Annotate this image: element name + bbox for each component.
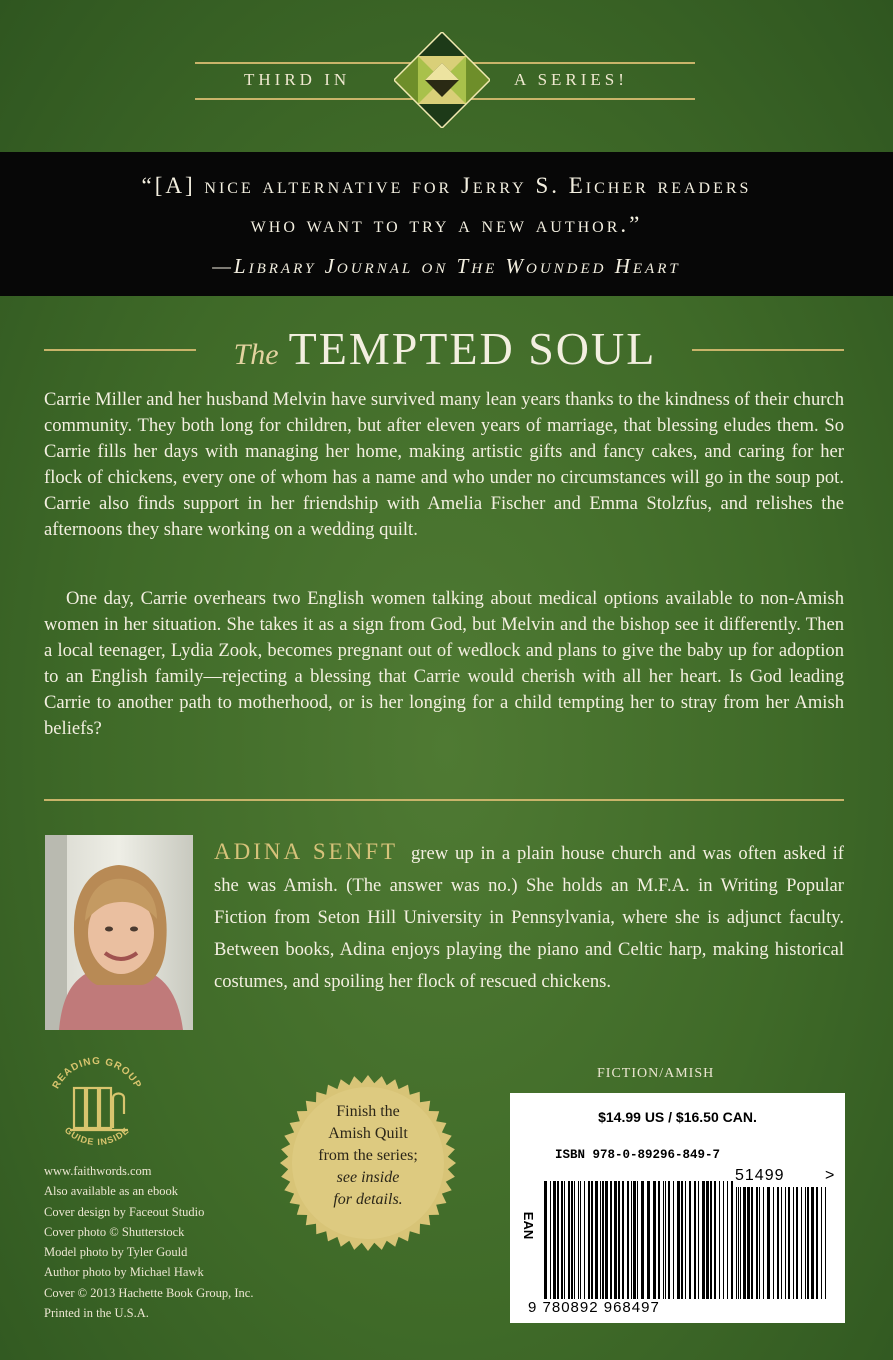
barcode-bar	[727, 1181, 728, 1299]
barcode-bar	[714, 1181, 716, 1299]
barcode-bar	[781, 1187, 782, 1299]
barcode-bar	[821, 1187, 822, 1299]
barcode-bar	[665, 1181, 666, 1299]
reading-group-bottom-text: GUIDE INSIDE	[62, 1125, 132, 1148]
barcode-bar	[785, 1187, 786, 1299]
barcode-bar	[685, 1181, 686, 1299]
barcode-bar	[681, 1181, 683, 1299]
barcode-bar	[553, 1181, 556, 1299]
barcode-addon-number: 51499	[735, 1167, 785, 1184]
barcode-bar	[622, 1181, 624, 1299]
barcode-bar	[673, 1181, 674, 1299]
barcode-bar	[811, 1187, 814, 1299]
barcode-bar	[706, 1181, 709, 1299]
barcode-bar	[740, 1187, 741, 1299]
reading-group-top-text: READING GROUP	[50, 1055, 144, 1091]
credit-line: www.faithwords.com	[44, 1164, 152, 1178]
barcode-bar	[825, 1187, 826, 1299]
barcode-bar	[663, 1181, 664, 1299]
barcode-bar	[544, 1181, 547, 1299]
barcode-addon-bars	[736, 1187, 828, 1299]
barcode-bar	[767, 1187, 770, 1299]
quote-band	[0, 152, 893, 296]
barcode-bar	[658, 1181, 660, 1299]
category-label: FICTION/AMISH	[597, 1066, 715, 1081]
barcode-bar	[574, 1181, 575, 1299]
barcode-bar	[605, 1181, 608, 1299]
ean-label: EAN	[521, 1211, 537, 1240]
barcode-bar	[584, 1181, 585, 1299]
book-title	[200, 322, 690, 375]
title-rule-right	[692, 349, 844, 351]
barcode-bar	[763, 1187, 764, 1299]
price-label: $14.99 US / $16.50 CAN.	[598, 1109, 757, 1125]
seal-line-4: see inside	[336, 1169, 400, 1186]
series-right-text: A SERIES!	[514, 70, 628, 89]
barcode-bar	[719, 1181, 720, 1299]
barcode-bar	[578, 1181, 579, 1299]
barcode-bar	[698, 1181, 699, 1299]
series-left-text: THIRD IN	[244, 70, 351, 89]
barcode-bar	[743, 1187, 746, 1299]
author-bio	[214, 836, 844, 998]
barcode-bar	[723, 1181, 724, 1299]
seal-line-3: from the series;	[318, 1147, 418, 1164]
title-the: The	[233, 338, 279, 371]
credit-line: Also available as an ebook	[44, 1184, 178, 1199]
barcode-bar	[580, 1181, 581, 1299]
barcode-bar	[633, 1181, 636, 1299]
barcode-bar	[788, 1187, 790, 1299]
description-paragraph-2: One day, Carrie overhears two English women talking about medical options available to non-Amish women in her situation. She takes it as a sign from God, but Melvin and the bishop see it differently. Then a local teenager, Lydia Zook, becomes pregnant out of wedlock and plans to give the baby up for adoption to an English family—rejecting a blessing that Carrie would cherish with all her heart. Is God leading Carrie to another path to motherhood, or is her longing for a child tempting her to stray from her Amish beliefs?	[44, 588, 844, 739]
credit-line: Model photo by Tyler Gould	[44, 1245, 188, 1260]
credit-line: Cover design by Faceout Studio	[44, 1204, 205, 1219]
quote-attribution: —Library Journal on The Wounded Heart	[212, 254, 681, 278]
barcode-bar	[710, 1181, 712, 1299]
barcode-bar	[773, 1187, 774, 1299]
svg-text:READING GROUP	[51, 1056, 144, 1091]
barcode-bar	[637, 1181, 638, 1299]
quote-line-1: “[A] nice alternative for Jerry S. Eicher readers	[141, 173, 752, 198]
barcode-bar	[561, 1181, 563, 1299]
barcode-bar	[568, 1181, 570, 1299]
barcode-bar	[595, 1181, 598, 1299]
quote-line-2: who want to try a new author.”	[250, 212, 643, 237]
barcode-bar	[550, 1181, 551, 1299]
barcode-bar	[736, 1187, 737, 1299]
barcode-bar	[738, 1187, 739, 1299]
barcode-bar	[564, 1181, 565, 1299]
barcode-bar	[668, 1181, 670, 1299]
author-photo	[45, 835, 193, 1030]
author-name: ADINA SENFT	[214, 839, 399, 864]
reading-group-badge-icon	[40, 1050, 154, 1164]
seal-line-5: for details.	[333, 1191, 403, 1208]
title-main: TEMPTED SOUL	[288, 323, 657, 374]
credit-line: Author photo by Michael Hawk	[44, 1265, 204, 1280]
seal-line-2: Amish Quilt	[328, 1125, 408, 1142]
barcode-bar	[571, 1181, 573, 1299]
barcode-bar	[647, 1181, 650, 1299]
quilt-block-icon	[394, 32, 490, 128]
barcode-bar	[591, 1181, 593, 1299]
barcode-bar	[796, 1187, 798, 1299]
barcode-bar	[807, 1187, 809, 1299]
barcode-bar	[731, 1181, 733, 1299]
barcode-bar	[610, 1181, 612, 1299]
barcode-bar	[816, 1187, 818, 1299]
barcode-bar	[557, 1181, 559, 1299]
barcode-bar	[747, 1187, 750, 1299]
barcode-bar	[759, 1187, 760, 1299]
barcode-main-bars	[544, 1181, 734, 1299]
barcode-bar	[801, 1187, 802, 1299]
author-bio-text: grew up in a plain house church and was often asked if she was Amish. (The answer was no.) She holds an M.F.A. in Writing Popular Fiction from Seton Hill University in Pennsylvania, where she is adjunct faculty. Between books, Adina enjoys playing the piano and Celtic harp, making historical costumes, and spoiling her flock of rescued chickens.	[214, 843, 844, 992]
title-rule-left	[44, 349, 196, 351]
barcode-bar	[756, 1187, 758, 1299]
credit-line: Printed in the U.S.A.	[44, 1306, 149, 1321]
barcode-bar	[677, 1181, 680, 1299]
barcode-bar	[614, 1181, 617, 1299]
barcode-bar	[602, 1181, 604, 1299]
barcode-bar	[793, 1187, 794, 1299]
barcode-bar	[588, 1181, 590, 1299]
credits-list	[44, 1161, 253, 1323]
seal-line-1: Finish the	[336, 1103, 400, 1120]
seal-text	[280, 1101, 456, 1211]
barcode-bar	[777, 1187, 779, 1299]
barcode-bar	[751, 1187, 753, 1299]
barcode-bar	[641, 1181, 644, 1299]
barcode-bar	[805, 1187, 806, 1299]
barcode-bar	[631, 1181, 632, 1299]
barcode-bar	[694, 1181, 696, 1299]
credit-line: Cover photo © Shutterstock	[44, 1224, 185, 1239]
section-divider	[44, 799, 844, 801]
barcode-bar	[702, 1181, 705, 1299]
barcode-bar	[653, 1181, 656, 1299]
isbn-label: ISBN 978-0-89296-849-7	[555, 1148, 721, 1162]
barcode-bar	[627, 1181, 629, 1299]
barcode-box	[510, 1093, 845, 1323]
barcode-arrow: >	[825, 1167, 835, 1184]
description-paragraph-1: Carrie Miller and her husband Melvin have survived many lean years thanks to the kindness of their church community. They both long for children, but after eleven years of marriage, that blessing eludes them. So Carrie fills her days with managing her home, making artistic gifts and fancy cakes, and caring for her flock of chickens, every one of whom has a name and who under no circumstances will go in the soup pot. Carrie also finds support in her friendship with Amelia Fischer and Emma Stolzfus, and relishes the afternoons they share working on a wedding quilt.	[44, 389, 844, 540]
barcode-bar	[618, 1181, 620, 1299]
barcode-bar	[689, 1181, 691, 1299]
barcode-bar	[600, 1181, 601, 1299]
credit-line: Cover © 2013 Hachette Book Group, Inc.	[44, 1285, 254, 1300]
barcode-main-number: 9 780892 968497	[528, 1299, 660, 1316]
